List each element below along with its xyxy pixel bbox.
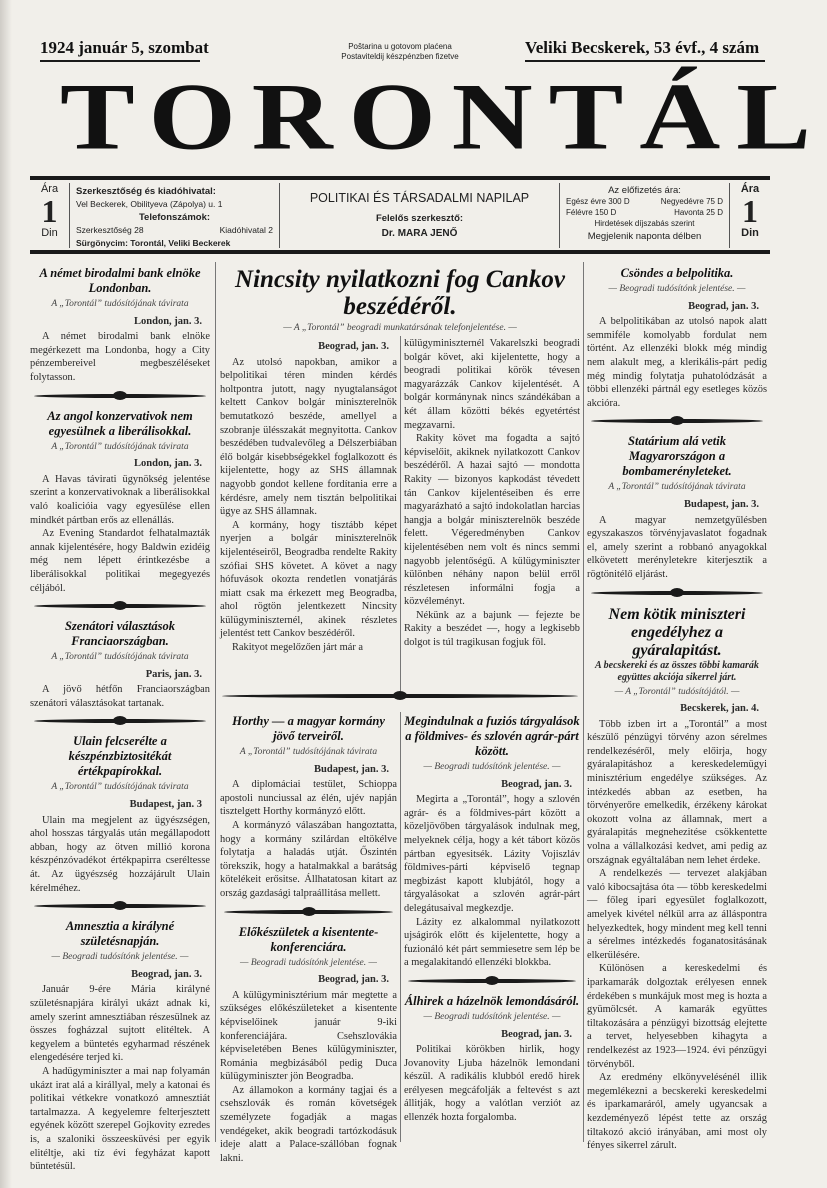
price-value: 1: [41, 193, 58, 229]
ornamental-divider: [34, 394, 206, 398]
ornamental-divider: [222, 694, 578, 698]
center-left-column: [220, 714, 397, 1164]
left-column: [30, 266, 210, 1173]
paragraph: A kormányzó válaszában hangoztatta, hogy a kormány szilárdan eltökélve folytatja a haladás utját. Őszintén törekszik, hogy a hatalmakkal a barátság kötelékeit erősitse. Állhatatosan kitart az ország gazdasági talpraállitása mellett.: [220, 819, 397, 899]
article: [220, 714, 397, 901]
dateline: Beograd, jan. 3.: [131, 968, 202, 980]
source-line: A „Torontál” tudósítójának távirata: [51, 652, 189, 663]
phone-office: Kiadóhivatal 2: [219, 225, 273, 235]
paragraph: Rakityot megelőzően járt már a: [232, 642, 363, 654]
source-line: A „Torontál” tudósítójának távirata: [51, 782, 189, 793]
ornamental-divider: [591, 419, 763, 423]
price-unit: Din: [41, 227, 58, 239]
paragraph: Ulain ma megjelent az ügyészségen, ahol hosszas tárgyalás után megállapodott abban, hogy az ötven millió korona készpénzóvadékot értékpapirra cseréltesse át. Az ügyészség hozzájárult Ulain kérelméhez.: [30, 814, 210, 894]
source-line: — Beogradi tudósítónk jelentése. —: [608, 284, 746, 294]
subscription-half: Félévre 150 D: [566, 208, 617, 217]
right-column: [587, 266, 767, 1152]
divider: [30, 250, 770, 254]
headline: Statárium alá vetik Magyarországon a bombamerényleteket.: [622, 434, 732, 479]
dateline: Beograd, jan. 3.: [501, 778, 572, 790]
price-value: 1: [742, 193, 758, 229]
source-line: — Beogradi tudósítónk jelentése. —: [423, 1011, 561, 1022]
postage-line: Poštarina u gotovom plaćena: [348, 42, 452, 51]
source-line: A „Torontál” tudósítójának távirata: [239, 747, 378, 757]
lead-column-b: [404, 337, 580, 692]
source-line: — Beogradi tudósítónk jelentése. —: [51, 952, 189, 963]
headline: Előkészületek a kisentente-konferenciára.: [238, 924, 379, 954]
paragraph: Megirta a „Torontál”, hogy a szlovén agrár- és a földmives-párt között a közeljövőben tárgyalások indulnak meg, melyeknek célja, hogy a két tábort közös pártban egyesitsék. Lázity Vojiszláv földmives-párti képviselő tegnap megbizást kapott klubjától, hogy a tárgyalásokat a szlovén agrár-párt delegátusaival megkezdje.: [404, 794, 580, 914]
subscription-title: Az előfizetés ára:: [608, 185, 681, 196]
headline: Ulain felcserélte a készpénzbiztositékát értékpapírokkal.: [68, 734, 172, 779]
paragraph: Lázity ez alkalommal nyilatkozott ujságirók előtt és kijelentette, hogy a fuzionáló két párt semmiesetre sem lép be a megalakitandó ellenzéki blokkba.: [404, 916, 580, 969]
price-unit: Din: [741, 227, 759, 239]
subscription-year: Egész évre 300 D: [566, 197, 630, 206]
editor-name: Dr. MARA JENŐ: [381, 228, 458, 239]
source-line: A „Torontál” tudósítójának távirata: [51, 441, 189, 452]
paragraph: külügyminiszternél Vakarelszki beogradi bolgár követ, aki kijelentette, hogy a beogradi politikai körök tévesen magyarázzák Cankov kijelentését. A bolgár kormánynak nincs szándékában a két állam közötti békés egyetértést megzavarni.: [404, 338, 580, 431]
article: [30, 266, 210, 385]
paragraph: Különösen a kereskedelmi és iparkamarák dolgoztak erélyesen ennek érdekében s munkájuk most meg is hozta a gyümölcsét. A kamarák együttes tiltakozására a pénzügyi bizottság elejtette a tervet, helyesebben kihagyta a rendelkezést az 1923—1924. évi pénzügyi törvényből.: [587, 963, 767, 1070]
postage-note: [310, 42, 490, 62]
headline: Amnesztia a királyné születésnapján.: [65, 919, 175, 949]
ornamental-divider: [224, 910, 393, 914]
paragraph: Az Evening Standardot felhatalmazták annak kijelentésére, hogy Baldwin ezidéig még nem lépett érintkezésbe a liberálisokkal politikai megegyezés céljából.: [30, 528, 210, 594]
editor-label: Felelős szerkesztő:: [375, 213, 464, 224]
paragraph: A hadügyminiszter a mai nap folyamán ukázt irat alá a királlyal, mely a katonai és politikai vétkekre vonatkozó amnesztiát tartalmazza. A kegyelemre felterjesztett egyének között szerepel Gojkovity ezredes is, a szaloniki összeesküvési per egyik elitéltje, aki tíz évi fegyházat kapott büntetésül.: [30, 1065, 210, 1173]
issue-number: Veliki Becskerek, 53 évf., 4 szám: [525, 38, 760, 57]
source-line: A „Torontál” tudósítójának távirata: [608, 482, 746, 493]
subheadline: A becskereki és az összes többi kamarák együttes akciója sikerrel járt.: [595, 659, 759, 683]
publication-note: Megjelenik naponta délben: [587, 231, 702, 242]
dateline: Beograd, jan. 3.: [318, 974, 389, 986]
column-rule: [215, 262, 216, 1142]
headline: Az angol konzervativok nem egyesülnek a liberálisokkal.: [47, 408, 193, 438]
dateline: Beograd, jan. 3.: [318, 341, 389, 352]
dateline: Budapest, jan. 3.: [684, 498, 759, 510]
divider: [525, 60, 765, 62]
lead-headline: Nincsity nyilatkozni fog Cankov beszédéről.: [235, 266, 565, 320]
paragraph: A diplomáciai testület, Schioppa apostoli nunciussal az élén, ujév napján tisztelgett Horthy kormányzó előtt.: [220, 779, 397, 818]
issue-date: 1924 január 5, szombat: [40, 38, 209, 57]
headline: A német birodalmi bank elnöke Londonban.: [39, 266, 201, 295]
dateline: Beograd, jan. 3.: [688, 300, 759, 312]
paragraph: A magyar nemzetgyűlésben egyszakaszos törvényjavaslatot fogadnak el, amely szerint a robbanó anyagokkal elkövetett merényletekre kiterjesztik a rögtönitélő eljárást.: [587, 514, 767, 580]
article: [30, 619, 210, 710]
phones-title: Telefonszámok:: [138, 212, 211, 223]
office-info: [70, 183, 280, 248]
headline: Nem kötik miniszteri engedélyhez a gyáralapitást.: [608, 605, 746, 659]
page-edge-shadow: [0, 0, 12, 1188]
paper-subtitle: POLITIKAI ÉS TÁRSADALMI NAPILAP: [309, 191, 530, 205]
info-band: [30, 183, 770, 248]
dateline: Paris, jan. 3.: [145, 668, 202, 680]
paragraph: Több izben irt a „Torontál” a most készülő pénzügyi törvény azon sérelmes rendelkezéséről, mely előirja, hogy gyáralapitáshoz a kereskedelemügyi minisztérium engedélye szükséges. Az intézkedés abban az esetben, ha törvényerőre emelkedik, érzékeny károkat okozott volna az államnak, mert a gyáralapitás megnehezitése csökkentette volna a vállalkozási kedvet, ami pedig az országnak egyáltalában nem lehet érdeke.: [587, 718, 767, 866]
dateline: Beograd, jan. 3.: [501, 1028, 572, 1040]
subtitle-box: [280, 183, 560, 248]
office-address: Vel Beckerek, Obilityeva (Zápolya) u. 1: [76, 199, 223, 209]
newspaper-title: TORONTÁL: [60, 64, 827, 170]
office-title: Szerkesztőség és kiadóhivatal:: [76, 186, 216, 197]
paragraph: Rakity követ ma fogadta a sajtó képviselőit, akiknek nyilatkozott Cankov beszédéről. A hazai sajtó — mondotta Rakity — bizonyos kapkodást tévedett tán Cankov kijelentéseiben és erre magyarázható a sajtó indokolatlan harcias hangja a bolgár miniszterelnök beszéde felett. Végeredményben Cankov kijelentésében nem volt és nincs semmi nagyobb jelentőségű. A külügyminiszter különben néhány napon belül erről részletesen informálni fogja a közvéleményt.: [404, 433, 580, 608]
column-rule: [400, 712, 401, 1142]
headline: Álhirek a házelnök lemondásáról.: [404, 993, 580, 1008]
article: [30, 734, 210, 895]
paragraph: Az utolsó napokban, amikor a belpolitikai téren minden kérdés holtpontra jutott, nagy nyugtalanságot keltett Cankov bolgár miniszterelnök bemutatkozó beszéde, amellyel a szobranje ülésszakát megnyitotta. Cankov beszédében tudvalevőleg a Délszerbiában élő bolgár kisebbségekkel foglalkozott és kijelentette, hogy az SHS államnak nagyobb gondot kellene fordítania erre a kérdésre, amely nem tisztán belpolitikai ügye az SHS államnak.: [220, 356, 397, 518]
ornamental-divider: [34, 719, 206, 723]
article: [404, 714, 580, 970]
price-box-left: [30, 183, 70, 248]
source-line: — Beogradi tudósítónk jelentése. —: [240, 957, 377, 968]
paragraph: A külügyminisztérium már megtette a szükséges előkészületeket a kisentente képviselőinek január 9-iki konferenciájára. Csehszlovákia képviseletében Benes külügyminiszter, Románia megbizásából pedig Duca külügyminiszter jön Beogradba.: [220, 989, 397, 1083]
paragraph: Az államokon a kormány tagjai és a csehszlovák és román követségek személyzete fogadják a magas vendégeket, akik beogradi tartózkodásuk ideje alatt a Palace-szállóban fognak lakni.: [220, 1084, 397, 1164]
price-box-right: [730, 183, 770, 248]
headline: Csöndes a belpolitika.: [620, 266, 734, 280]
article: [587, 606, 767, 1153]
dateline: Budapest, jan. 3.: [314, 763, 389, 775]
paragraph: A kormány, hogy tisztább képet nyerjen a bolgár miniszterelnök kijelentéseiről, Beogradba rendelte Rakity szófiai SHS követet. A követ a nagy hófuvások okozta rendetlen vonatjárás miatt csak ma érkezett meg Beogradba, ahol rögtön jelentkezett Nincsity külügyminiszternél, akinek részletes jelentést tett Cankov beszédéről.: [220, 519, 397, 640]
lead-article-header: [220, 266, 580, 336]
source-line: — A „Torontál” tudósítójától. —: [614, 686, 740, 697]
article: [30, 409, 210, 596]
source-line: — Beogradi tudósítónk jelentése. —: [423, 762, 561, 772]
dateline: Becskerek, jan. 4.: [680, 703, 759, 715]
ornamental-divider: [34, 604, 206, 608]
paragraph: Politikai körökben hirlik, hogy Jovanovity Ljuba házelnök lemondani készül. A radikális klubból eredő hirek erélyesen megcáfolják a feltevést s azt állitják, hogy a valótlan verziót az ellenzék hozta forgalomba.: [404, 1044, 580, 1124]
paragraph: A rendelkezés — tervezet alakjában való kibocsajtása óta — több kereskedelmi — főleg ipari egyesület foglalkozott, amelyek kivétel nélkül arra az álláspontra helyezkedtek, hogy mindent meg kell tenni a sérelmes intézkedés foganatositásának elkerülésére.: [587, 868, 767, 961]
column-rule: [583, 262, 584, 1142]
source-line: — A „Torontál” beogradi munkatársának telefonjelentése. —: [283, 323, 517, 333]
phone-editorial: Szerkesztőség 28: [76, 225, 144, 235]
dateline: Budapest, jan. 3: [129, 799, 202, 811]
article: [404, 994, 580, 1125]
price-label: Ára: [740, 183, 760, 195]
headline: Megindulnak a fuziós tárgyalások a földmives- és szlovén agrár-párt között.: [404, 714, 580, 758]
paragraph: Az eredmény elkönyvelésénél illik megemlékezni a becskereki kereskedelmi és iparkamaráról, amely ugyancsak a kezdeményező lépést tette az ország tiltakozó akció irányában, ami most oly fényes sikerrel zárult.: [587, 1072, 767, 1152]
ads-note: Hirdetések díjszabás szerint: [594, 219, 695, 228]
divider: [40, 60, 200, 62]
center-right-column: [404, 714, 580, 1144]
article: [587, 434, 767, 581]
paragraph: Január 9-ére Mária királyné születésnapjára királyi ukázt adnak ki, amely szerint amnesztiában részesülnek az összes fogházzal sujtott elitéltek. A kegyelem a büntetés egyharmad részének elengedésére terjed ki.: [30, 984, 210, 1064]
ornamental-divider: [591, 591, 763, 595]
paragraph: A jövő hétfőn Franciaországban szenátori választásokat tartanak.: [30, 684, 210, 709]
column-rule: [400, 336, 401, 691]
headline: Szenátori választások Franciaországban.: [64, 619, 176, 649]
headline: Horthy — a magyar kormány jövő terveiről.: [232, 714, 385, 743]
subscription-quarter: Negyedévre 75 D: [660, 197, 723, 206]
price-label: Ára: [40, 183, 59, 195]
dateline: London, jan. 3.: [134, 458, 202, 470]
subscription-month: Havonta 25 D: [674, 208, 723, 217]
telegram-address: Sürgönycim: Torontál, Veliki Beckerek: [76, 238, 231, 248]
paragraph: A belpolitikában az utolsó napok alatt semmiféle komolyabb fordulat nem történt. Az ellenzéki blokk még mindig nem alakult meg, a klerikális-párt pedig még mindig folytatja puhatolódzását a többi ellenzéki pártnál egy esetleges közös akcióra.: [587, 316, 767, 409]
ornamental-divider: [408, 979, 576, 983]
paragraph: A Havas távirati ügynökség jelentése szerint a konzervativoknak a liberálisokkal való koalicióia vagy egyesülése ellen mindkét pártban erős az ellenállás.: [30, 473, 210, 526]
ornamental-divider: [34, 904, 206, 908]
paragraph: A német birodalmi bank elnöke megérkezett ma Londonba, hogy a City pénzembereivel megbeszéléseket folytasson.: [30, 331, 210, 383]
paragraph: Nékünk az a bajunk — fejezte be Rakity a beszédet —, hogy a legkisebb dolgot is túl tragikusan fogjuk föl.: [404, 609, 580, 649]
divider: [30, 176, 770, 180]
article: [30, 919, 210, 1174]
subscription-info: [560, 183, 730, 248]
dateline: London, jan. 3.: [134, 315, 202, 327]
article: [220, 925, 397, 1166]
lead-column-a: [220, 337, 397, 692]
postage-line: Postaviteldij készpénzben fizetve: [341, 52, 459, 61]
article: [587, 266, 767, 410]
source-line: A „Torontál” tudósítójának távirata: [51, 299, 189, 309]
